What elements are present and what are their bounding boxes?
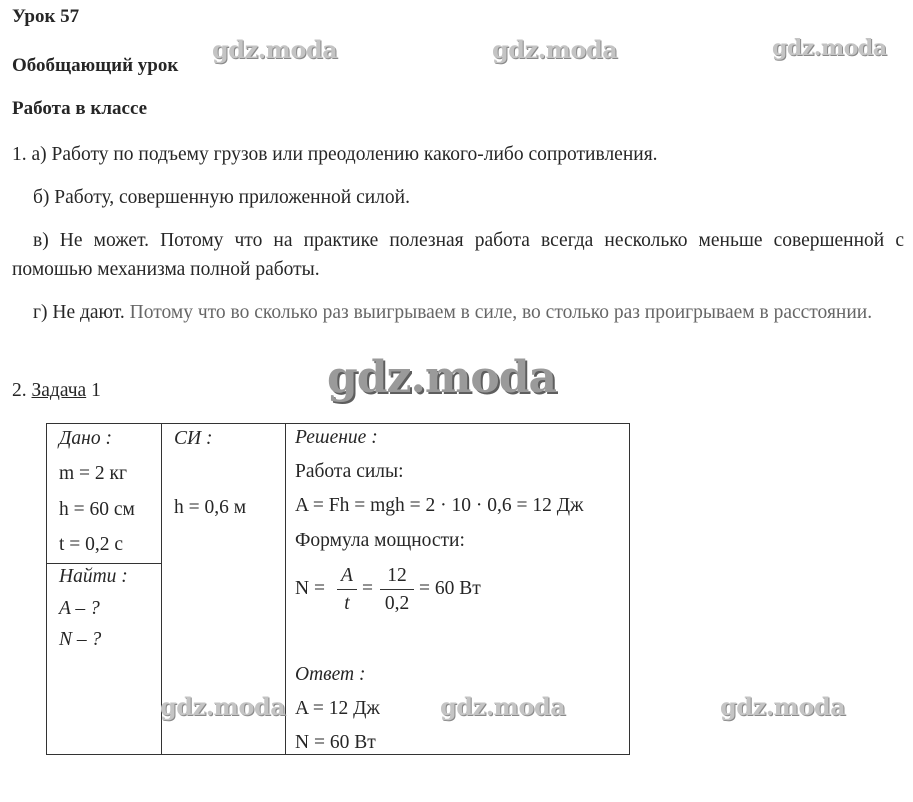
solution-title: Решение : <box>295 427 378 448</box>
fraction-1-bar <box>337 589 357 590</box>
answer-g-lead: г) Не дают. <box>33 302 125 323</box>
watermark-logo: gdz.moda <box>327 352 557 403</box>
lesson-title: Урок 57 <box>12 6 80 27</box>
answer-b: б) Работу, совершенную приложенной силой. <box>33 187 410 208</box>
given-h: h = 60 см <box>59 499 135 520</box>
given-find-divider <box>46 563 162 564</box>
fraction-2-denominator: 0,2 <box>384 593 410 614</box>
task-index: 1 <box>91 380 101 401</box>
task-heading <box>12 377 101 405</box>
table-bottom-border <box>46 754 630 755</box>
task-number: 2. <box>12 380 27 401</box>
table-left-border <box>46 423 47 755</box>
given-title: Дано : <box>59 428 112 449</box>
fraction-1-numerator: A <box>341 565 353 586</box>
work-formula: A = Fh = mgh = 2 · 10 · 0,6 = 12 Дж <box>295 495 584 516</box>
answer-v: в) Не может. Потому что на практике полезная работа всегда несколько меньше совершенной с помошью механизма полной работы. <box>12 230 904 280</box>
answer-title: Ответ : <box>295 664 366 685</box>
table-right-border <box>629 423 630 755</box>
answer-N-value: N = 60 Вт <box>295 732 376 753</box>
power-equals: = <box>362 578 373 599</box>
watermark-logo: gdz.moda <box>440 692 566 721</box>
watermark-logo: gdz.moda <box>212 35 338 64</box>
si-title: СИ : <box>174 428 213 449</box>
power-label: Формула мощности: <box>295 530 465 551</box>
watermark-logo: gdz.moda <box>492 35 618 64</box>
find-title: Найти : <box>59 566 128 587</box>
watermark-logo: gdz.moda <box>772 35 887 61</box>
answer-g <box>12 298 904 327</box>
given-t: t = 0,2 с <box>59 534 124 555</box>
watermark-logo: gdz.moda <box>720 692 846 721</box>
fraction-A-over-t <box>337 564 357 616</box>
find-N: N – ? <box>59 629 102 650</box>
answer-a: 1. а) Работу по подъему грузов или преодолению какого-либо сопротивления. <box>12 144 658 165</box>
fraction-12-over-0-2 <box>380 564 414 616</box>
fraction-2-numerator: 12 <box>387 565 407 586</box>
work-label: Работа силы: <box>295 461 404 482</box>
find-A: A – ? <box>59 598 100 619</box>
table-top-border <box>46 423 630 424</box>
section-title: Работа в классе <box>12 98 148 119</box>
lesson-subtitle: Обобщающий урок <box>12 55 179 76</box>
fraction-2-bar <box>380 589 414 590</box>
power-result: = 60 Вт <box>419 578 481 599</box>
answer-A-value: A = 12 Дж <box>295 698 380 719</box>
answer-g-rest: Потому что во сколько раз выигрываем в силе, во столько раз проигрываем в расстоянии. <box>124 302 873 323</box>
fraction-1-denominator: t <box>344 593 350 614</box>
task-label: Задача <box>31 380 87 401</box>
given-m: m = 2 кг <box>59 463 128 484</box>
watermark-logo: gdz.moda <box>160 692 286 721</box>
si-h: h = 0,6 м <box>174 497 247 518</box>
power-lhs: N = <box>295 578 325 599</box>
